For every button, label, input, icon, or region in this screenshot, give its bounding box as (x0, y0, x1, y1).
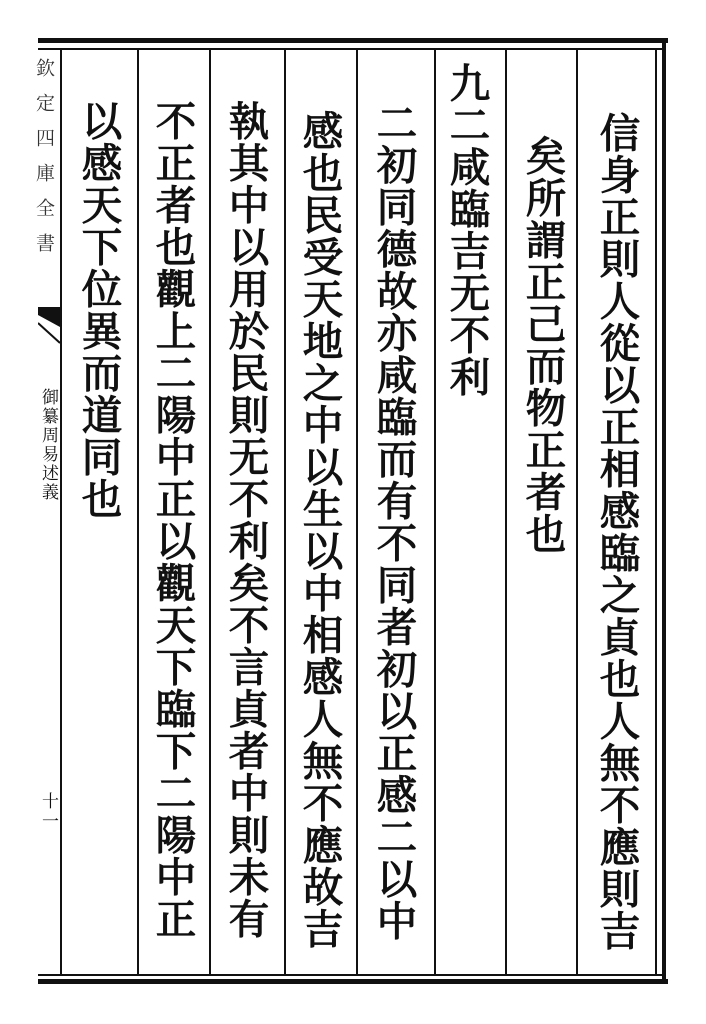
text-column-5: 感也民受天地之中以生以中相感人無不應故吉 (295, 110, 344, 950)
text-column-7: 不正者也觀上二陽中正以觀天下臨下二陽中正 (148, 100, 197, 940)
column-divider (209, 50, 211, 974)
top-border (38, 38, 668, 43)
page-number: 十一 (38, 792, 58, 832)
fishtail-ornament-icon (38, 305, 60, 345)
column-divider (434, 50, 436, 974)
top-inner-border (38, 48, 666, 50)
text-column-4: 二初同德故亦咸臨而有不同者初以正感二以中 (369, 102, 418, 942)
right-inner-border (655, 48, 657, 976)
text-column-3: 九二咸臨吉无不利 (442, 62, 491, 398)
column-divider (505, 50, 507, 974)
text-column-8: 以感天下位異而道同也 (74, 100, 123, 520)
series-title: 欽定四庫全書 (33, 58, 55, 268)
right-border (662, 38, 666, 984)
column-divider (356, 50, 358, 974)
margin-divider (60, 50, 62, 974)
text-column-2: 矣所謂正己而物正者也 (518, 135, 567, 555)
bottom-border (38, 979, 668, 984)
text-column-6: 執其中以用於民則无不利矣不言貞者中則未有 (221, 100, 270, 940)
book-title: 御纂周易述義 (38, 388, 58, 502)
bottom-inner-border (38, 974, 666, 976)
text-column-1: 信身正則人從以正相感臨之貞也人無不應則吉 (592, 112, 641, 952)
column-divider (576, 50, 578, 974)
column-divider (284, 50, 286, 974)
column-divider (137, 50, 139, 974)
